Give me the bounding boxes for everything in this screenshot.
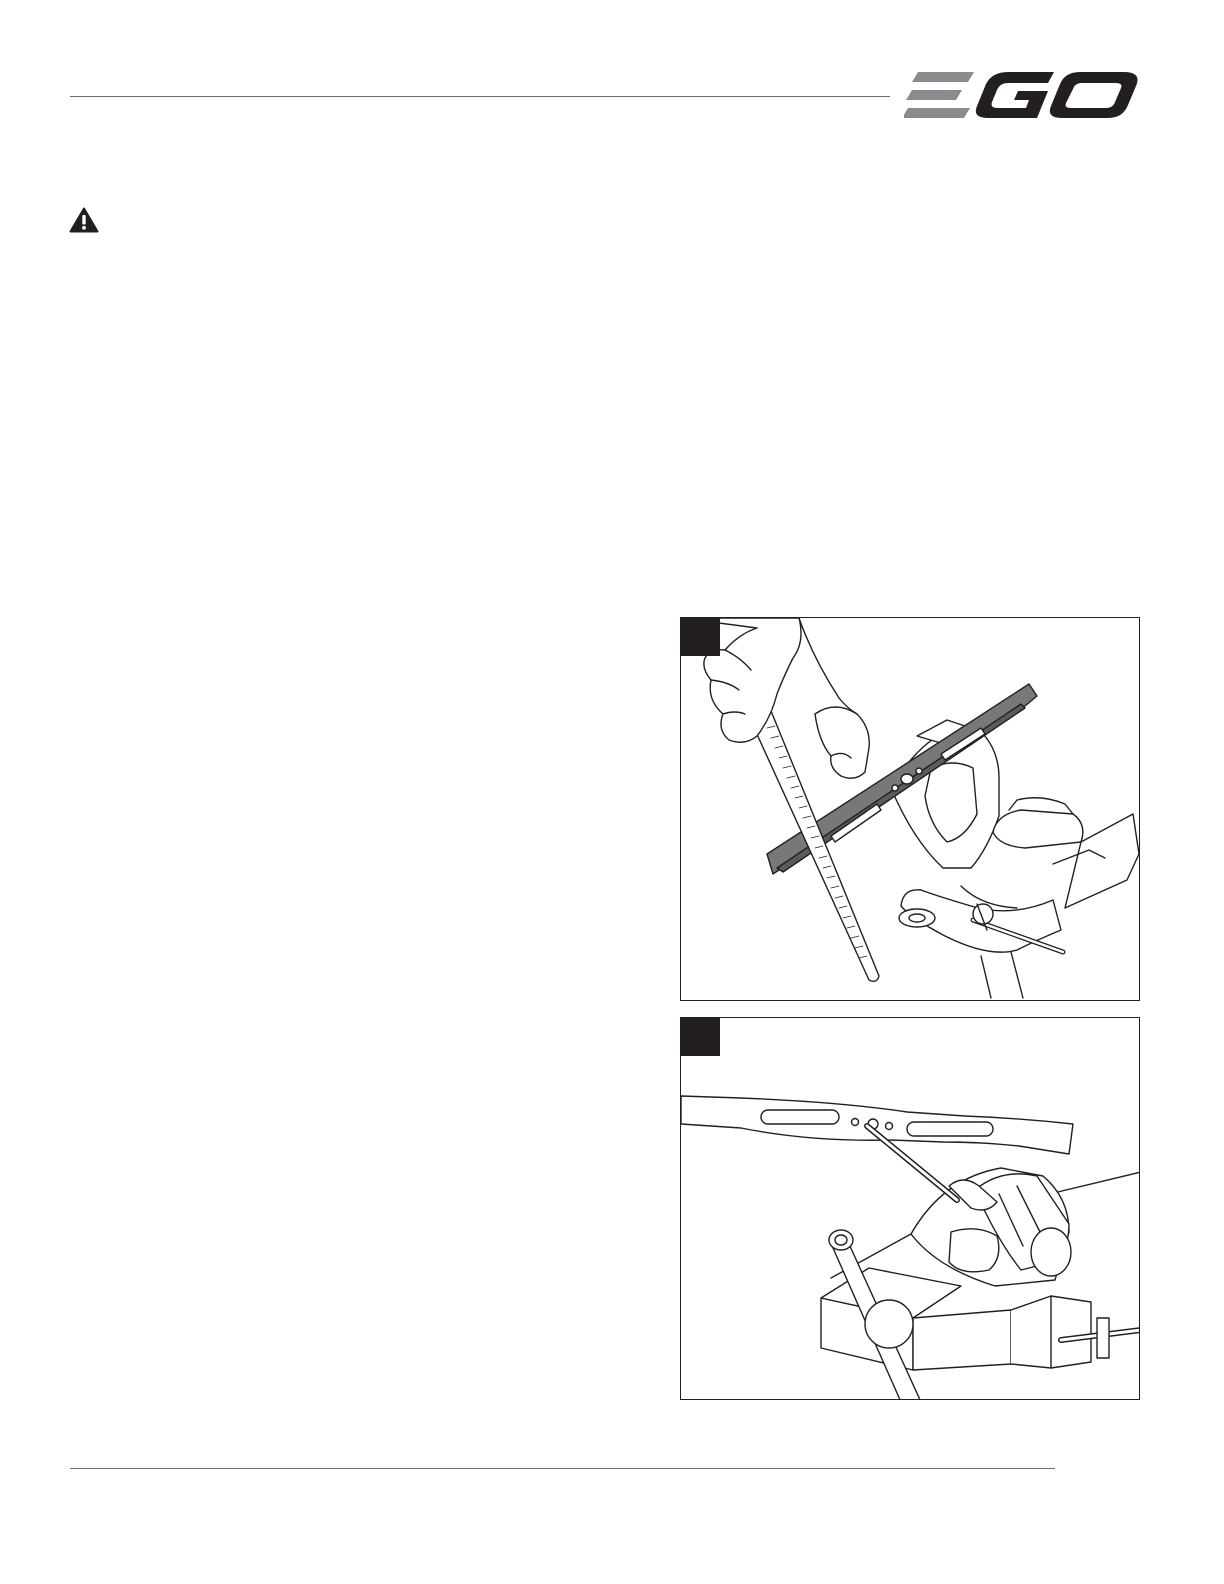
figure-label-tab <box>681 618 720 656</box>
warning-triangle-icon <box>69 207 99 233</box>
footer-rule <box>70 1468 1055 1469</box>
figure-balance-blade <box>680 1017 1140 1400</box>
sharpen-blade-file-illustration <box>681 618 1140 1001</box>
balance-blade-screwdriver-illustration <box>681 1018 1140 1400</box>
figure-sharpen-blade <box>680 617 1140 1001</box>
ego-logo <box>904 70 1140 122</box>
header-rule <box>70 96 890 97</box>
figure-label-tab <box>681 1018 720 1056</box>
